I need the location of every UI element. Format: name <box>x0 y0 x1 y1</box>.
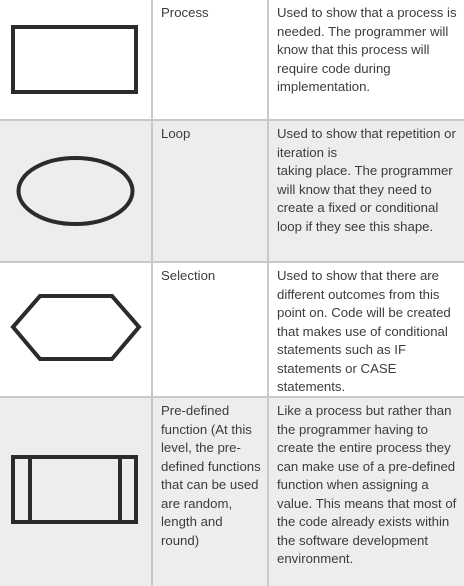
name-cell <box>153 0 267 119</box>
shape-cell <box>0 263 151 396</box>
row-divider <box>0 396 464 398</box>
name-cell <box>153 263 267 396</box>
shape-cell <box>0 398 151 586</box>
table-row-process <box>0 0 464 119</box>
symbol-name: Process <box>161 5 209 20</box>
description-cell <box>269 398 464 586</box>
loop-ellipse-icon <box>0 121 151 261</box>
table-row-loop <box>0 121 464 261</box>
shape-cell <box>0 121 151 261</box>
shape-cell <box>0 0 151 119</box>
column-divider <box>267 0 269 586</box>
symbol-name: Selection <box>161 268 216 283</box>
symbol-description: Used to show that there are different outcomes from this point on. Code will be created that makes use of conditional statements such as IF statements or CASE statements. <box>277 268 451 394</box>
description-cell <box>269 0 464 119</box>
symbol-description: Used to show that repetition or iteration is taking place. The programmer will know that they need to create a fixed or conditional loop if they see this shape. <box>277 126 456 234</box>
table-row-predefined-function <box>0 398 464 586</box>
column-divider <box>151 0 153 586</box>
description-cell <box>269 263 464 396</box>
symbol-description: Like a process but rather than the programmer having to create the entire process they can make use of a pre-defined function when assigning a value. This means that most of the code already exists within the software development environment. <box>277 403 457 566</box>
predefined-function-icon <box>0 398 151 586</box>
table-row-selection <box>0 263 464 396</box>
row-divider <box>0 261 464 263</box>
description-cell <box>269 121 464 261</box>
name-cell <box>153 121 267 261</box>
name-cell <box>153 398 267 586</box>
symbol-name: Loop <box>161 126 191 141</box>
process-rectangle-icon <box>0 0 151 119</box>
selection-hexagon-icon <box>0 263 151 396</box>
symbol-description: Used to show that a process is needed. The programmer will know that this process will require code during implementation. <box>277 5 457 94</box>
row-divider <box>0 119 464 121</box>
symbol-name: Pre-defined function (At this level, the pre-defined functions that can be used are random, length and round) <box>161 403 261 548</box>
